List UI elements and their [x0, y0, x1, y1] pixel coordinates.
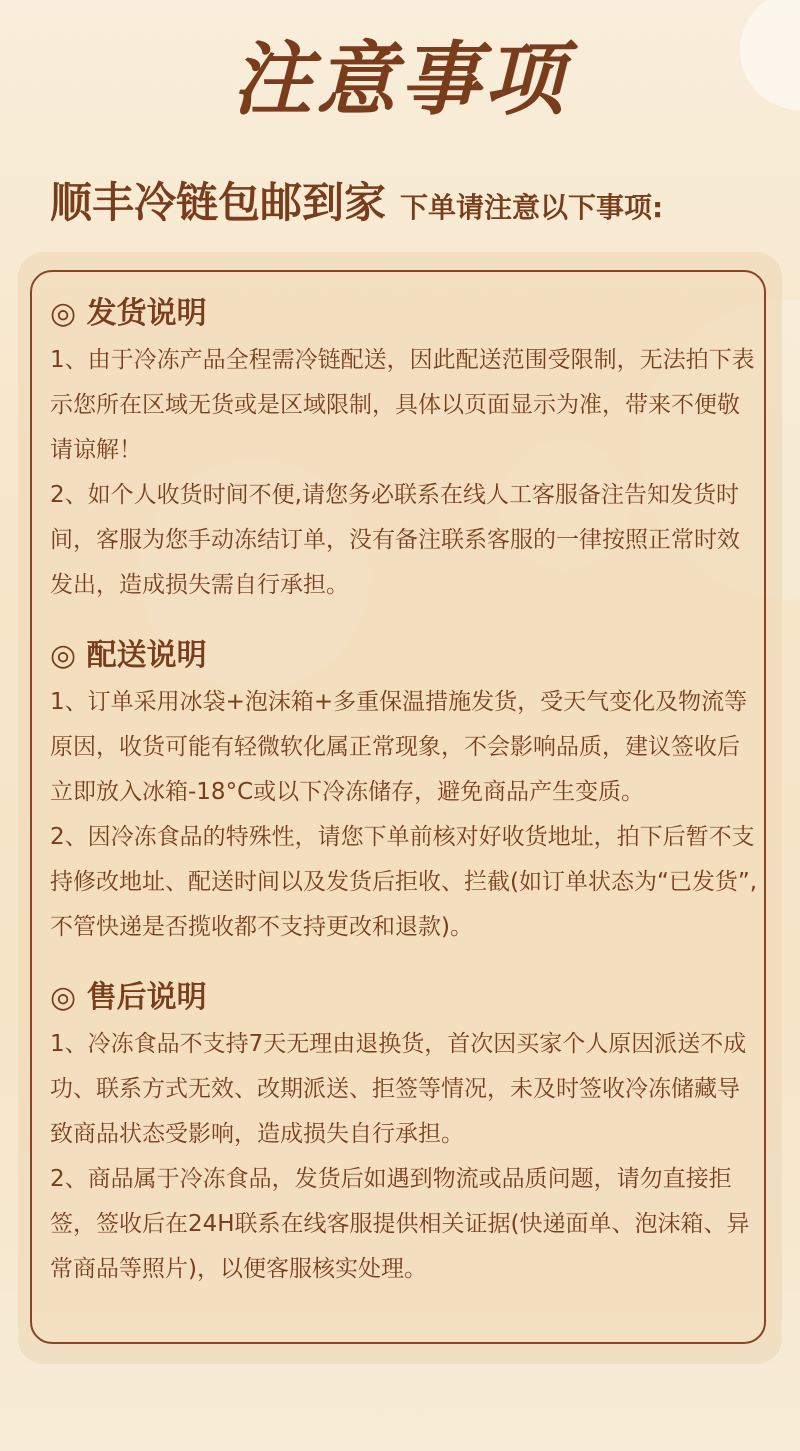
subtitle [50, 170, 663, 230]
section-paragraph: 2、商品属于冷冻食品，发货后如遇到物流或品质问题，请勿直接拒签，签收后在24H联系在线客服提供相关证据(快递面单、泡沫箱、异常商品等照片)，以便客服核实处理。 [50, 1166, 750, 1282]
section-shipping [50, 294, 760, 608]
section-paragraph: 1、订单采用冰袋+泡沫箱+多重保温措施发货，受天气变化及物流等原因，收货可能有轻微软化属正常现象，不会影响品质，建议签收后立即放入冰箱-18°C或以下冷冻储存，避免商品产生变质。 [50, 689, 748, 805]
section-paragraph: 2、因冷冻食品的特殊性，请您下单前核对好收货地址，拍下后暂不支持修改地址、配送时间以及发货后拒收、拦截(如订单状态为“已发货”,不管快递是否揽收都不支持更改和退款)。 [50, 824, 758, 940]
section-paragraph: 1、由于冷冻产品全程需冷链配送，因此配送范围受限制，无法拍下表示您所在区域无货或是区域限制，具体以页面显示为准，带来不便敬请谅解！ [50, 347, 755, 463]
subtitle-main: 顺丰冷链包邮到家 [50, 178, 387, 227]
section-paragraph: 2、如个人收货时间不便,请您务必联系在线人工客服备注告知发货时间，客服为您手动冻结订单，没有备注联系客服的一律按照正常时效发出，造成损失需自行承担。 [50, 482, 740, 598]
section-body [50, 680, 760, 950]
section-after-sales [50, 978, 760, 1292]
section-body [50, 1022, 760, 1292]
page-title: 注意事项 [232, 33, 568, 126]
section-body [50, 338, 760, 608]
section-delivery [50, 636, 760, 950]
section-heading: ◎ 发货说明 [50, 296, 207, 331]
subtitle-note: 下单请注意以下事项: [400, 191, 664, 224]
section-paragraph: 1、冷冻食品不支持7天无理由退换货，首次因买家个人原因派送不成功、联系方式无效、改期派送、拒签等情况，未及时签收冷冻储藏导致商品状态受影响，造成损失自行承担。 [50, 1031, 747, 1147]
section-heading: ◎ 配送说明 [50, 638, 207, 673]
section-heading: ◎ 售后说明 [50, 980, 207, 1015]
